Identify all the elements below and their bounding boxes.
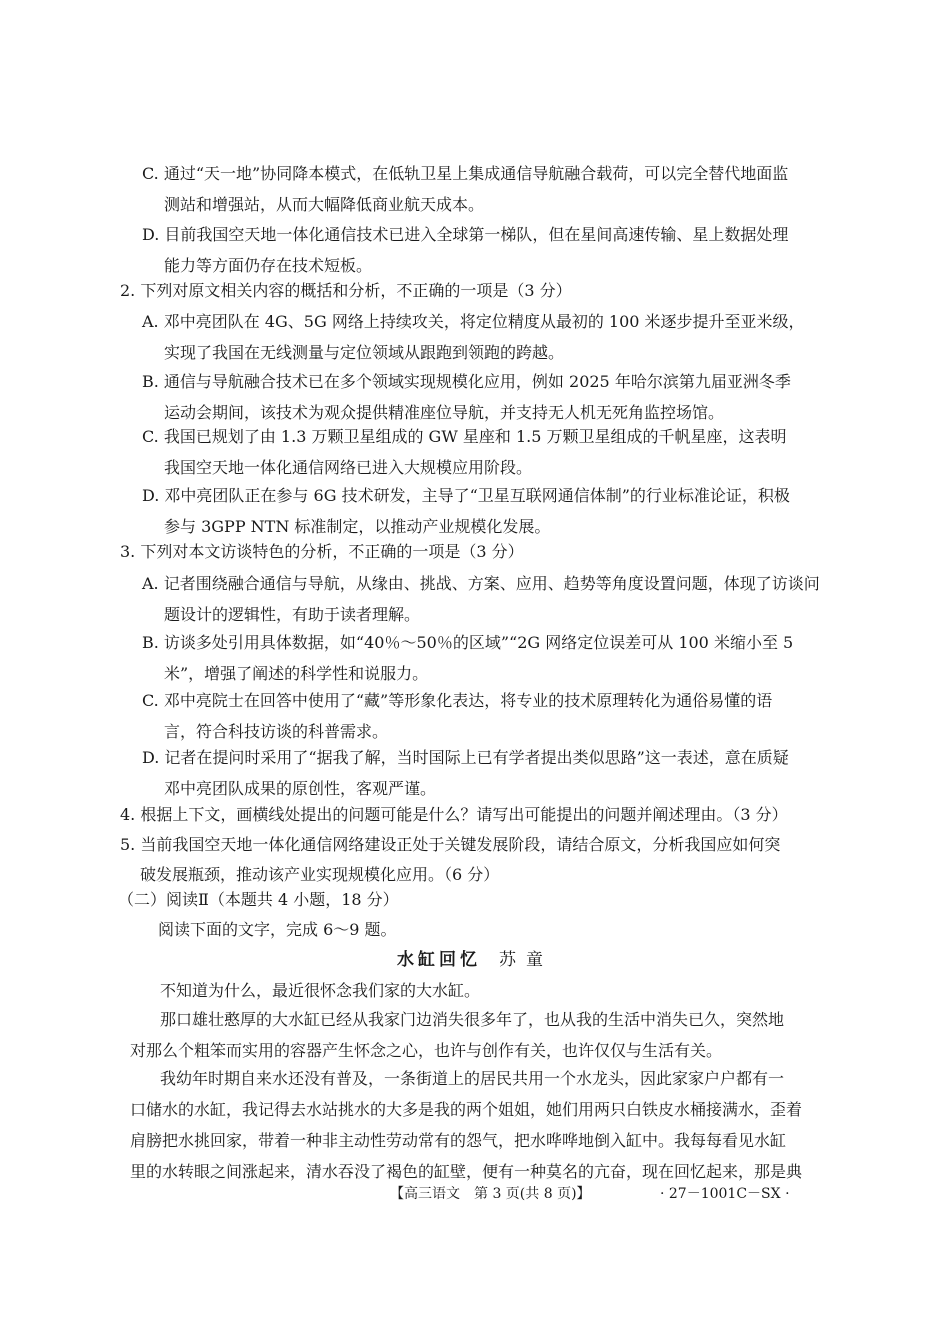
q2-option-b	[142, 366, 832, 428]
section-heading: （二）阅读Ⅱ（本题共 4 小题，18 分）	[118, 890, 399, 909]
paragraph-3-line-4: 里的水转眼之间涨起来，清水吞没了褐色的缸壁，便有一种莫名的亢奋，现在回忆起来，那是典	[130, 1162, 803, 1181]
paragraph-2-line-2: 对那么个粗笨而实用的容器产生怀念之心，也许与创作有关，也许仅仅与生活有关。	[130, 1041, 723, 1060]
article-paragraph-2	[130, 1004, 820, 1066]
q1-option-c-line-1: C. 通过“天一地”协同降本模式，在低轨卫星上集成通信导航融合载荷，可以完全替代地面监	[142, 164, 789, 183]
paragraph-3-line-2: 口储水的水缸，我记得去水站挑水的大多是我的两个姐姐，她们用两只白铁皮水桶接满水，歪着	[130, 1100, 803, 1119]
footer-page-info: 【高三语文 第 3 页(共 8 页)】	[390, 1186, 591, 1202]
q3-option-c-line-2: 言，符合科技访谈的科普需求。	[164, 722, 389, 741]
q3-option-b-line-2: 米”，增强了阐述的科学性和说服力。	[164, 664, 429, 683]
q1-option-c-line-2: 测站和增强站，从而大幅降低商业航天成本。	[164, 195, 485, 214]
q3-option-d	[142, 742, 832, 804]
footer-exam-code: · 27－1001C－SX ·	[660, 1186, 790, 1202]
q1-option-c	[142, 158, 832, 220]
paragraph-3-line-3: 肩膀把水挑回家，带着一种非主动性劳动常有的怨气，把水哗哗地倒入缸中。我每每看见水缸	[130, 1131, 787, 1150]
q2-option-a-line-1: A. 邓中亮团队在 4G、5G 网络上持续攻关，将定位精度从最初的 100 米逐步提升至亚米级，	[142, 312, 805, 331]
q3-option-d-line-1: D. 记者在提问时采用了“据我了解，当时国际上已有学者提出类似思路”这一表述，意在质疑	[142, 748, 789, 767]
q2-option-d-line-1: D. 邓中亮团队正在参与 6G 技术研发，主导了“卫星互联网通信体制”的行业标准论证，积极	[142, 486, 790, 505]
article-title	[0, 945, 950, 975]
q2-stem-text: 2. 下列对原文相关内容的概括和分析，不正确的一项是（3 分）	[120, 281, 572, 300]
q3-option-a	[142, 568, 832, 630]
q5-stem	[120, 830, 820, 890]
paragraph-2-line-1: 那口雄壮憨厚的大水缸已经从我家门边消失很多年了，也从我的生活中消失已久，突然地	[160, 1010, 785, 1029]
q5-stem-line-2: 破发展瓶颈，推动该产业实现规模化应用。（6 分）	[140, 865, 500, 884]
q3-option-c-line-1: C. 邓中亮院士在回答中使用了“藏”等形象化表达，将专业的技术原理转化为通俗易懂的语	[142, 691, 773, 710]
q5-stem-line-1: 5. 当前我国空天地一体化通信网络建设正处于关键发展阶段，请结合原文，分析我国应如何突	[120, 835, 781, 854]
q2-option-c	[142, 421, 832, 483]
q2-option-a	[142, 306, 832, 368]
paragraph-1-line-1: 不知道为什么，最近很怀念我们家的大水缸。	[160, 981, 481, 1000]
q3-option-d-line-2: 邓中亮团队成果的原创性，客观严谨。	[164, 779, 437, 798]
q3-option-b-line-1: B. 访谈多处引用具体数据，如“40％～50％的区域”“2G 网络定位误差可从 100 米缩小至 5	[142, 633, 794, 652]
q1-option-d-line-2: 能力等方面仍存在技术短板。	[164, 256, 373, 275]
q2-option-c-line-1: C. 我国已规划了由 1.3 万颗卫星组成的 GW 星座和 1.5 万颗卫星组成的千帆星座，这表明	[142, 427, 787, 446]
q2-option-d-line-2: 参与 3GPP NTN 标准制定，以推动产业规模化发展。	[164, 517, 551, 536]
q3-option-a-line-1: A. 记者围绕融合通信与导航，从缘由、挑战、方案、应用、趋势等角度设置问题，体现了访谈问	[142, 574, 820, 593]
q3-option-b	[142, 627, 832, 689]
q2-option-d	[142, 480, 832, 542]
page-footer	[0, 1182, 950, 1206]
q1-option-d	[142, 219, 832, 281]
article-paragraph-3	[130, 1063, 820, 1187]
paragraph-3-line-1: 我幼年时期自来水还没有普及，一条街道上的居民共用一个水龙头，因此家家户户都有一	[160, 1069, 785, 1088]
q2-option-a-line-2: 实现了我国在无线测量与定位领域从跟跑到领跑的跨越。	[164, 343, 565, 362]
article-author: 苏童	[499, 950, 553, 970]
q2-option-b-line-1: B. 通信与导航融合技术已在多个领域实现规模化应用，例如 2025 年哈尔滨第九届亚洲冬季	[142, 372, 791, 391]
q3-stem	[120, 537, 820, 567]
q3-option-a-line-2: 题设计的逻辑性，有助于读者理解。	[164, 605, 421, 624]
article-paragraph-1	[130, 975, 820, 1006]
article-title-text: 水缸回忆	[397, 950, 481, 970]
q4-stem	[120, 800, 820, 830]
q3-option-c	[142, 685, 832, 747]
q2-option-c-line-2: 我国空天地一体化通信网络已进入大规模应用阶段。	[164, 458, 533, 477]
q2-stem	[120, 276, 820, 306]
section-instruction: 阅读下面的文字，完成 6～9 题。	[158, 920, 397, 939]
q3-stem-text: 3. 下列对本文访谈特色的分析，不正确的一项是（3 分）	[120, 542, 524, 561]
q4-stem-text: 4. 根据上下文，画横线处提出的问题可能是什么？请写出可能提出的问题并阐述理由。（3 分）	[120, 805, 788, 824]
q1-option-d-line-1: D. 目前我国空天地一体化通信技术已进入全球第一梯队，但在星间高速传输、星上数据处理	[142, 225, 789, 244]
q2-option-b-line-2: 运动会期间，该技术为观众提供精准座位导航，并支持无人机无死角监控场馆。	[164, 403, 725, 422]
